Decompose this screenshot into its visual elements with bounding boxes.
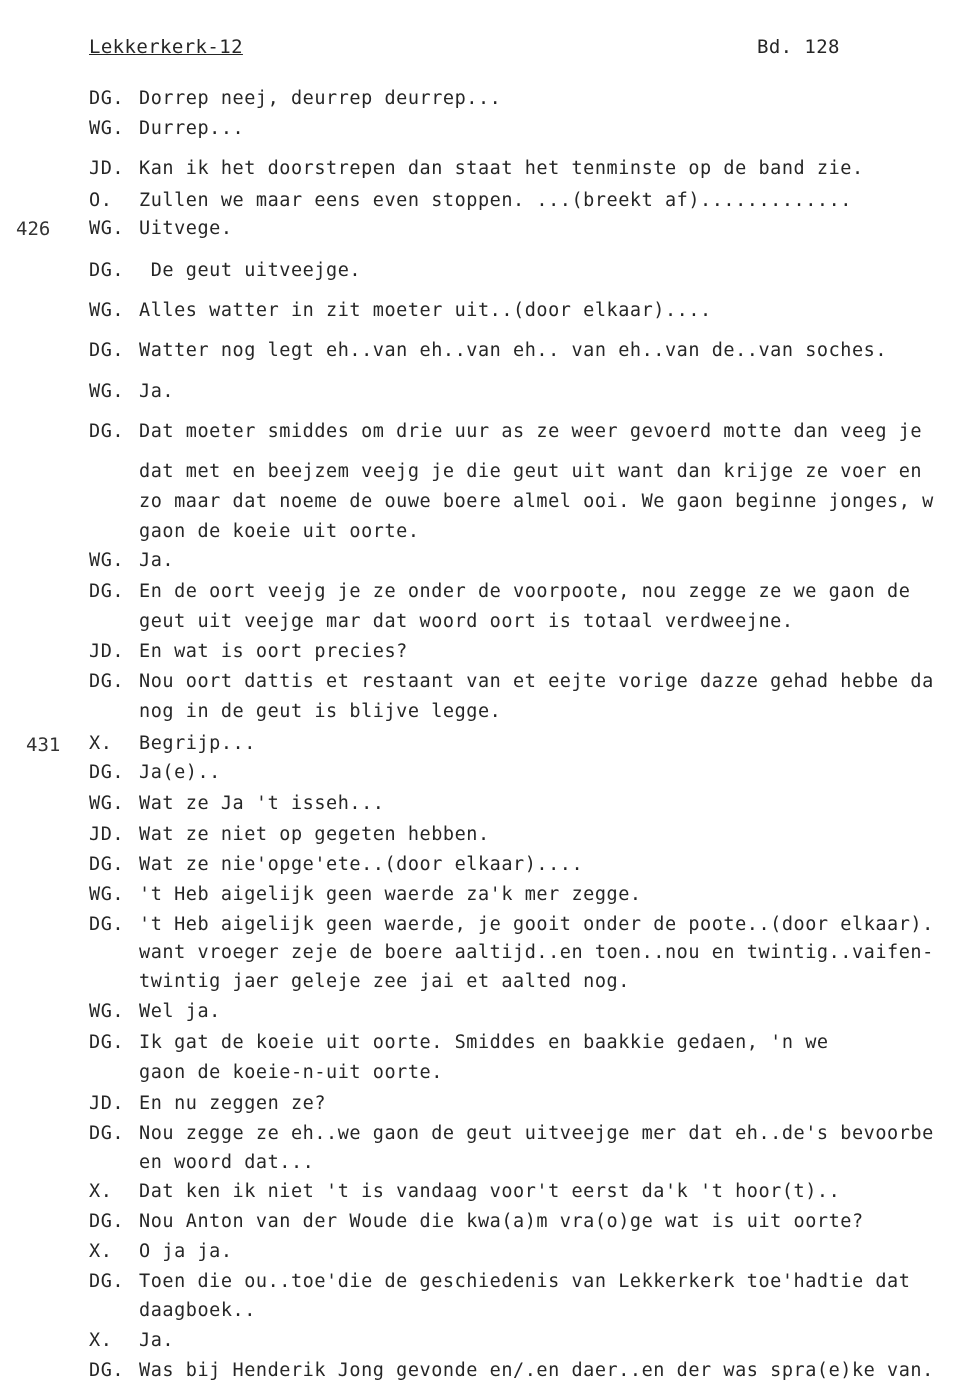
utterance-text: Wel ja. — [139, 1001, 221, 1022]
speaker-label: WG. — [89, 793, 125, 814]
speaker-label: DG. — [89, 581, 125, 602]
speaker-label: DG. — [89, 1271, 125, 1292]
utterance-text: Dat moeter smiddes om drie uur as ze weer gevoerd motte dan veeg je — [139, 421, 923, 442]
utterance-text: Dat ken ik niet 't is vandaag voor't eerst da'k 't hoor(t).. — [139, 1181, 841, 1202]
utterance-text: Wat ze nie'opge'ete..(door elkaar).... — [139, 854, 584, 875]
utterance-continuation: dat met en beejzem veejg je die geut uit want dan krijge ze voer en — [139, 461, 923, 482]
utterance-text: En nu zeggen ze? — [139, 1093, 327, 1114]
utterance-text: Ja. — [139, 550, 175, 571]
utterance-text: 't Heb aigelijk geen waerde za'k mer zegge. — [139, 884, 642, 905]
speaker-label: WG. — [89, 381, 125, 402]
utterance-text: Nou zegge ze eh..we gaon de geut uitveejge mer dat eh..de's bevoorbe — [139, 1123, 934, 1144]
speaker-label: WG. — [89, 550, 125, 571]
speaker-label: DG. — [89, 260, 125, 281]
utterance-text: Wat ze Ja 't isseh... — [139, 793, 385, 814]
speaker-label: DG. — [89, 854, 125, 875]
utterance-text: Alles watter in zit moeter uit..(door elkaar).... — [139, 300, 712, 321]
speaker-label: DG. — [89, 1211, 125, 1232]
speaker-label: X. — [89, 1181, 113, 1202]
margin-note-line-number: 426 — [16, 218, 51, 240]
utterance-text: Watter nog legt eh..van eh..van eh.. van eh..van de..van soches. — [139, 340, 888, 361]
utterance-text: Nou Anton van der Woude die kwa(a)m vra(o)ge wat is uit oorte? — [139, 1211, 864, 1232]
speaker-label: WG. — [89, 884, 125, 905]
speaker-label: JD. — [89, 158, 125, 179]
speaker-label: X. — [89, 1241, 113, 1262]
speaker-label: DG. — [89, 914, 125, 935]
utterance-text: Ja(e).. — [139, 762, 221, 783]
speaker-label: DG. — [89, 1032, 125, 1053]
utterance-text: Zullen we maar eens even stoppen. ...(breekt af)............. — [139, 190, 852, 211]
speaker-label: DG. — [89, 1123, 125, 1144]
utterance-text: O ja ja. — [139, 1241, 233, 1262]
speaker-label: DG. — [89, 88, 125, 109]
speaker-label: WG. — [89, 118, 125, 139]
utterance-continuation: zo maar dat noeme de ouwe boere almel ooi. We gaon beginne jonges, w — [139, 491, 934, 512]
utterance-text: Wat ze niet op gegeten hebben. — [139, 824, 490, 845]
utterance-continuation: twintig jaer geleje zee jai et aalted nog. — [139, 971, 630, 992]
speaker-label: X. — [89, 1330, 113, 1351]
utterance-text: 't Heb aigelijk geen waerde, je gooit onder de poote..(door elkaar). — [139, 914, 934, 935]
speaker-label: JD. — [89, 824, 125, 845]
speaker-label: JD. — [89, 641, 125, 662]
utterance-continuation: want vroeger zeje de boere aaltijd..en toen..nou en twintig..vaifen- — [139, 942, 934, 963]
speaker-label: DG. — [89, 1360, 125, 1381]
utterance-text: Ja. — [139, 1330, 175, 1351]
speaker-label: DG. — [89, 340, 125, 361]
utterance-continuation: geut uit veejge mar dat woord oort is totaal verdweejne. — [139, 611, 794, 632]
volume-number: Bd. 128 — [757, 36, 840, 58]
speaker-label: WG. — [89, 1001, 125, 1022]
speaker-label: WG. — [89, 218, 125, 239]
utterance-text: Durrep... — [139, 118, 245, 139]
utterance-text: De geut uitveejge. — [139, 260, 362, 281]
utterance-continuation: daagboek.. — [139, 1300, 256, 1321]
utterance-text: Toen die ou..toe'die de geschiedenis van Lekkerkerk toe'hadtie dat — [139, 1271, 911, 1292]
speaker-label: DG. — [89, 762, 125, 783]
utterance-text: Uitvege. — [139, 218, 233, 239]
utterance-text: Nou oort dattis et restaant van et eejte vorige dazze gehad hebbe da — [139, 671, 934, 692]
speaker-label: O. — [89, 190, 113, 211]
utterance-continuation: nog in de geut is blijve legge. — [139, 701, 502, 722]
speaker-label: DG. — [89, 671, 125, 692]
utterance-text: Dorrep neej, deurrep deurrep... — [139, 88, 502, 109]
utterance-text: Begrijp... — [139, 733, 256, 754]
utterance-text: Kan ik het doorstrepen dan staat het tenminste op de band zie. — [139, 158, 864, 179]
utterance-continuation: en woord dat... — [139, 1152, 315, 1173]
document-title: Lekkerkerk-12 — [89, 36, 243, 58]
speaker-label: DG. — [89, 421, 125, 442]
utterance-text: Ja. — [139, 381, 175, 402]
utterance-continuation: gaon de koeie-n-uit oorte. — [139, 1062, 443, 1083]
margin-note-line-number: 431 — [26, 734, 61, 756]
speaker-label: WG. — [89, 300, 125, 321]
utterance-text: Was bij Henderik Jong gevonde en/.en daer..en der was spra(e)ke van. — [139, 1360, 934, 1381]
utterance-continuation: gaon de koeie uit oorte. — [139, 521, 420, 542]
utterance-text: En wat is oort precies? — [139, 641, 408, 662]
speaker-label: X. — [89, 733, 113, 754]
utterance-text: Ik gat de koeie uit oorte. Smiddes en baakkie gedaen, 'n we — [139, 1032, 829, 1053]
speaker-label: JD. — [89, 1093, 125, 1114]
utterance-text: En de oort veejg je ze onder de voorpoote, nou zegge ze we gaon de — [139, 581, 911, 602]
